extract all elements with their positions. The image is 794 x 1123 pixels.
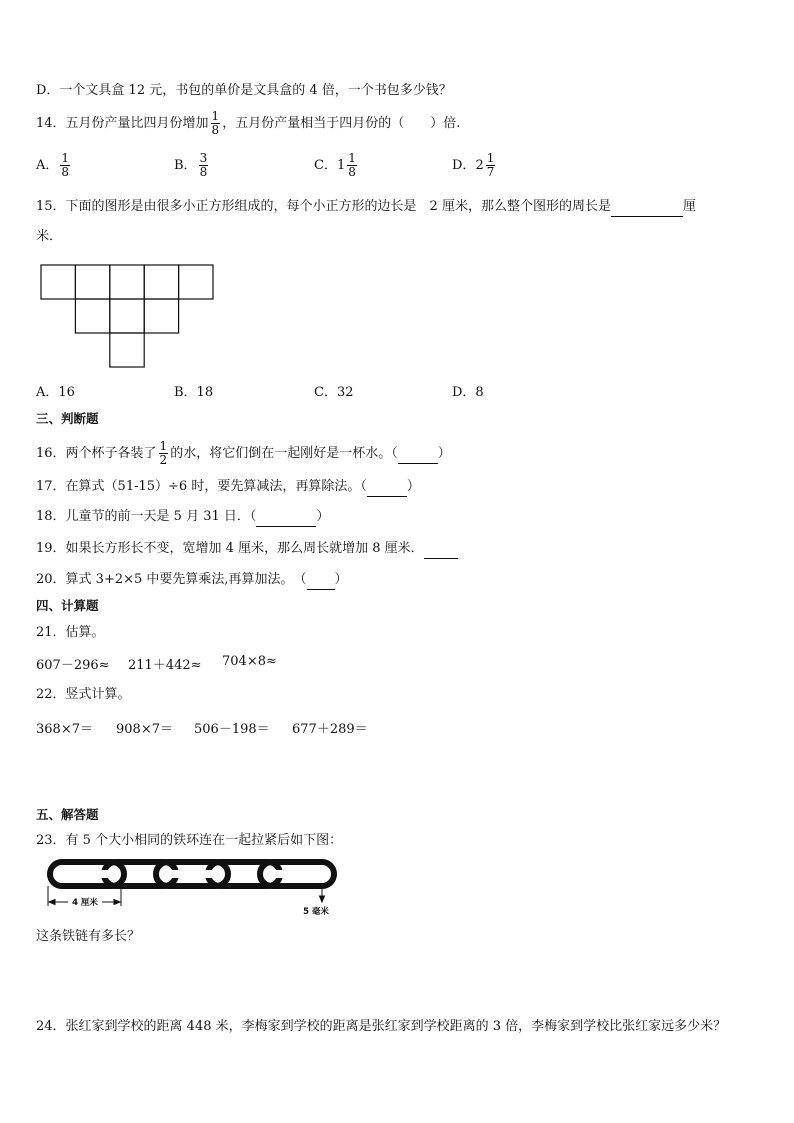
q14-option-c[interactable]: C．1 $\frac{1}{8}$ [314,151,356,179]
chain-dim-left-label: 4 厘米 [72,898,98,908]
q15-answer-blank[interactable] [611,198,683,217]
q20-answer-blank[interactable] [307,571,335,590]
q22-item-3: 506－198＝ [194,722,270,737]
q22-title: 22．竖式计算。 [36,687,131,702]
q15-stem-line2: 米． [36,229,63,244]
q18: 18．儿童节的前一天是 5 月 31 日．（ ） [36,508,329,527]
q15-option-a[interactable]: A．16 [36,385,75,400]
q15-option-d[interactable]: D．8 [452,385,484,400]
section-5-heading: 五、解答题 [36,807,99,822]
q14-stem [36,110,460,137]
q23-title: 23．有 5 个大小相同的铁环连在一起拉紧后如下图： [36,833,343,848]
q21-item-1: 607－296≈ [36,658,110,673]
section-3-heading: 三、判断题 [36,411,99,426]
q21-item-3: 704×8≈ [222,654,277,669]
q16-answer-blank[interactable] [398,445,438,464]
q17-answer-blank[interactable] [367,478,407,497]
q20: 20．算式 3+2×5 中要先算乘法,再算加法。 （ ） [36,571,348,590]
section-4-heading: 四、计算题 [36,598,99,613]
square-figure [40,264,214,368]
q19: 19．如果长方形长不变，宽增加 4 厘米，那么周长就增加 8 厘米． [36,540,458,559]
q17: 17．在算式（51-15）÷6 时，要先算减法，再算除法。（ ） [36,478,420,497]
q14-option-b[interactable]: B． $\frac{3}{8}$ [174,151,208,179]
q22-item-2: 908×7＝ [116,722,173,737]
q18-answer-blank[interactable] [256,508,316,527]
q21-title: 21．估算。 [36,625,105,640]
q22-item-4: 677＋289＝ [292,722,368,737]
q23-question: 这条铁链有多长？ [36,929,141,944]
q19-answer-blank[interactable] [424,540,458,559]
q14-prefix: 14．五月份产量比四月份增加 [36,116,209,131]
q24: 24．张红家到学校的距离 448 米，李梅家到学校的距离是张红家到学校距离的 3 倍，李梅家到学校比张红家远多少米？ [36,1019,727,1034]
q13-option-d: D．一个文具盒 12 元，书包的单价是文具盒的 4 倍，一个书包多少钱？ [36,83,452,98]
q22-item-1: 368×7＝ [36,722,93,737]
q21-item-2: 211＋442≈ [128,658,202,673]
q15-option-b[interactable]: B．18 [174,385,214,400]
q16: 16．两个杯子各装了 $\frac{1}{2}$ 的水，将它们倒在一起刚好是一杯水。（ ） [36,439,451,467]
chain-dim-right-label: 5 毫米 [303,907,329,917]
q14-option-a[interactable]: A． $\frac{1}{8}$ [36,151,70,179]
chain-figure [44,856,344,918]
q15-option-c[interactable]: C．32 [314,385,354,400]
q14-suffix: ，五月份产量相当于四月份的（ ）倍. [222,116,461,131]
q14-fraction: $\frac{1}{8}$ [211,109,220,137]
q14-option-d[interactable]: D．2 $\frac{1}{7}$ [452,151,495,179]
q15-stem-line1: 15．下面的图形是由很多小正方形组成的，每个小正方形的边长是 2 厘米，那么整个图形的周长是 厘 [36,198,696,217]
